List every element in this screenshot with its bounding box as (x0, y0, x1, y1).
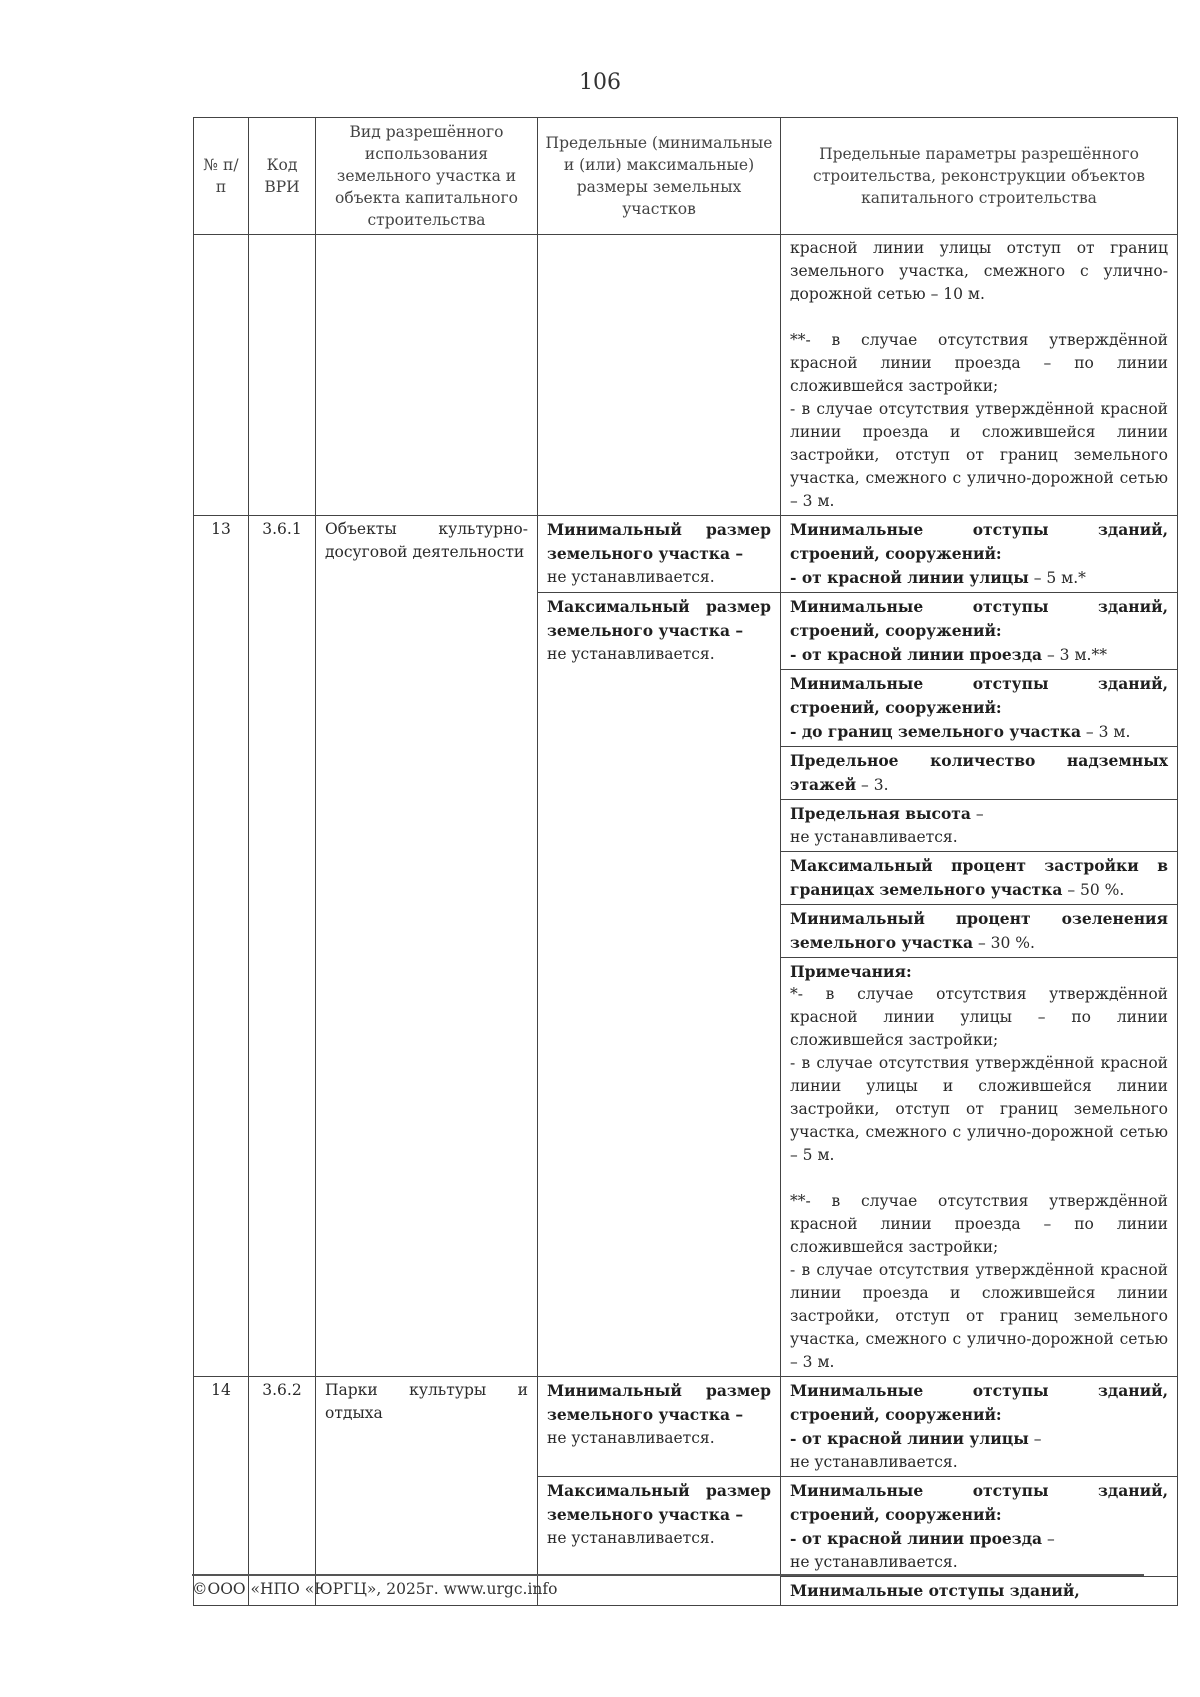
page-number: 106 (579, 70, 621, 95)
row13-notes: Примечания: *- в случае отсутствия утверждённой красной линии улицы – по линии сложившейся застройки; - в случае отсутствия утверждённой красной линии улицы и сложившейся линии застройки, отступ от границ земельного участка, смежного с улично-дорожной сетью – 5 м. **- в случае отсутствия утверждённой красной линии проезда – по линии сложившейся застройки; - в случае отсутствия утверждённой красной линии проезда и сложившейся линии застройки, отступ от границ земельного участка, смежного с улично-дорожной сетью – 3 м. (781, 958, 1178, 1377)
row13-param-1: Минимальные отступы зданий, строений, сооружений: - от красной линии улицы – 5 м.* (781, 516, 1178, 593)
footer-divider (192, 1574, 1144, 1576)
row13-code: 3.6.1 (249, 516, 316, 1377)
row13-num: 13 (194, 516, 249, 1377)
land-use-table (193, 117, 1178, 1606)
row13-param-2: Минимальные отступы зданий, строений, сооружений: - от красной линии проезда – 3 м.** (781, 593, 1178, 670)
row14-size-max: Максимальный размер земельного участка – не устанавливается. (538, 1477, 781, 1606)
footer-copyright: ©ООО «НПО «ЮРГЦ», 2025г. www.urgc.info (192, 1580, 558, 1598)
header-size: Предельные (минимальные и (или) максимальные) размеры земельных участков (538, 118, 781, 235)
row14-kind: Парки культуры и отдыха (316, 1377, 538, 1606)
table-row-13 (194, 516, 1178, 593)
header-num: № п/п (194, 118, 249, 235)
row13-param-3: Минимальные отступы зданий, строений, сооружений: - до границ земельного участка – 3 м. (781, 670, 1178, 747)
row14-size-min: Минимальный размер земельного участка – не устанавливается. (538, 1377, 781, 1477)
header-params: Предельные параметры разрешённого строительства, реконструкции объектов капитального строительства (781, 118, 1178, 235)
row14-param-2: Минимальные отступы зданий, строений, сооружений: - от красной линии проезда – не устанавливается. (781, 1477, 1178, 1577)
row13-size-min: Минимальный размер земельного участка – не устанавливается. (538, 516, 781, 593)
table-header-row (194, 118, 1178, 235)
table-row-continuation (194, 235, 1178, 516)
header-kind: Вид разрешённого использования земельного участка и объекта капитального строительства (316, 118, 538, 235)
row13-kind: Объекты культурно-досуговой деятельности (316, 516, 538, 1377)
row13-size-max: Максимальный размер земельного участка – не устанавливается. (538, 593, 781, 1377)
continuation-params: красной линии улицы отступ от границ земельного участка, смежного с улично-дорожной сетью – 10 м. **- в случае отсутствия утверждённой красной линии проезда – по линии сложившейся застройки; - в случае отсутствия утверждённой красной линии проезда и сложившейся линии застройки, отступ от границ земельного участка, смежного с улично-дорожной сетью – 3 м. (781, 235, 1178, 516)
table-row-14 (194, 1377, 1178, 1477)
row13-param-greening: Минимальный процент озеленения земельного участка – 30 %. (781, 905, 1178, 958)
row13-param-floors: Предельное количество надземных этажей – 3. (781, 747, 1178, 800)
row14-param-3: Минимальные отступы зданий, (781, 1577, 1178, 1606)
row14-param-1: Минимальные отступы зданий, строений, сооружений: - от красной линии улицы – не устанавливается. (781, 1377, 1178, 1477)
row14-num: 14 (194, 1377, 249, 1606)
header-code: Код ВРИ (249, 118, 316, 235)
row13-param-coverage: Максимальный процент застройки в границах земельного участка – 50 %. (781, 852, 1178, 905)
row13-param-height: Предельная высота – не устанавливается. (781, 800, 1178, 852)
row14-code: 3.6.2 (249, 1377, 316, 1606)
